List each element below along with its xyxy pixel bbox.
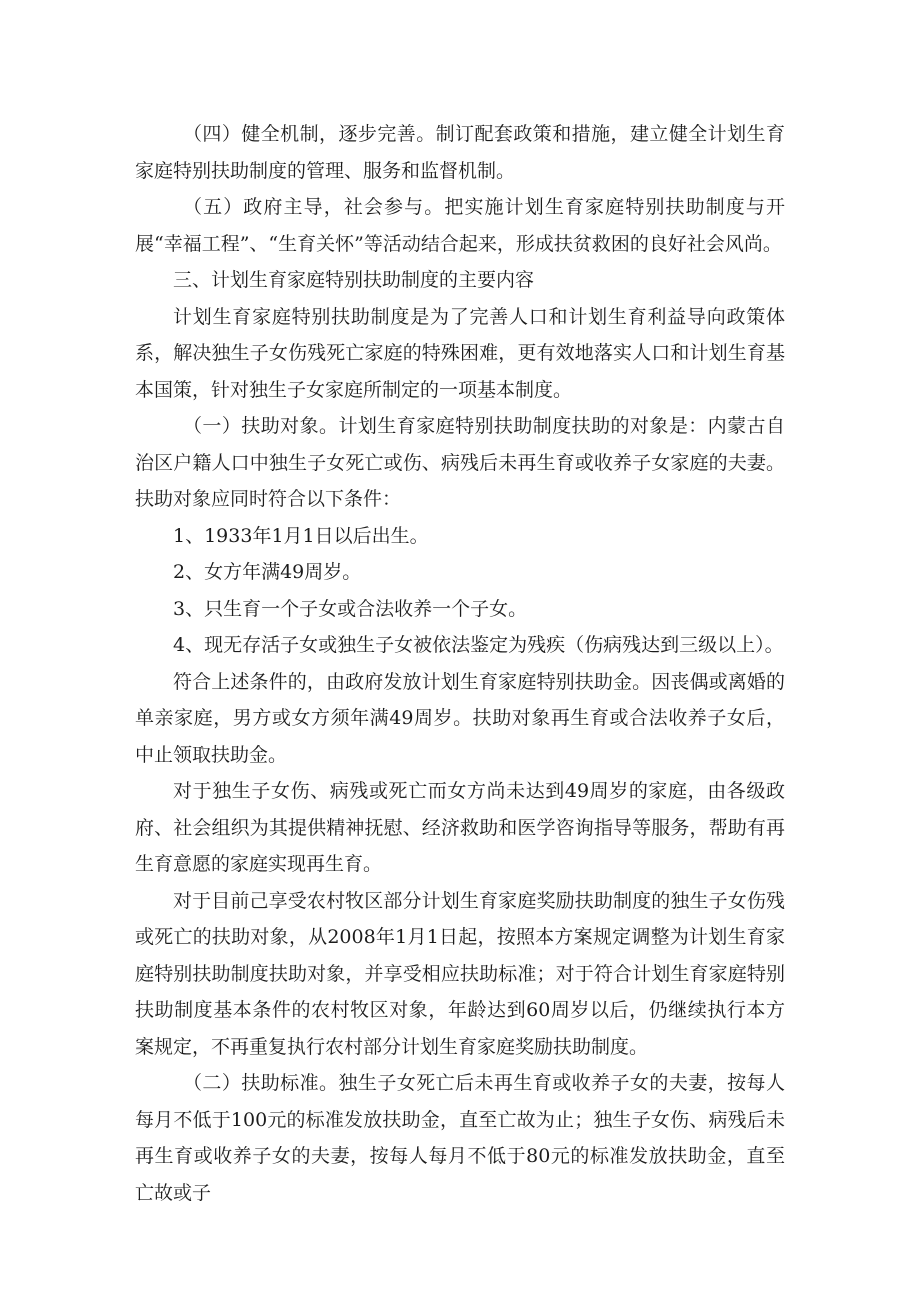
list-item-condition-4: 4、现无存活子女或独生子女被依法鉴定为残疾（伤病残达到三级以上）。 [173, 634, 784, 656]
paragraph-rural-adjustment: 对于目前己享受农村牧区部分计划生育家庭奖励扶助制度的独生子女伤残或死亡的扶助对象，从2008年1月1日起，按照本方案规定调整为计划生育家庭特别扶助制度扶助对象，并享受相应扶助标准；对于符合计划生育家庭特别扶助制度基本条件的农村牧区对象，年龄达到60周岁以后，仍继续执行本方案规定，不再重复执行农村部分计划生育家庭奖励扶助制度。 [135, 889, 785, 1058]
section-heading-main-content: 三、计划生育家庭特别扶助制度的主要内容 [173, 269, 535, 291]
list-item-condition-3: 3、只生育一个子女或合法收养一个子女。 [173, 597, 528, 620]
paragraph-allowance-eligibility: 符合上述条件的，由政府发放计划生育家庭特别扶助金。因丧偶或离婚的单亲家庭，男方或女方须年满49周岁。扶助对象再生育或合法收养子女后，中止领取扶助金。 [135, 670, 785, 766]
list-item-condition-2: 2、女方年满49周岁。 [173, 561, 362, 583]
paragraph-policy-four: （四）健全机制，逐步完善。制订配套政策和措施，建立健全计划生育家庭特别扶助制度的管理、服务和监督机制。 [135, 123, 785, 182]
paragraph-system-purpose: 计划生育家庭特别扶助制度是为了完善人口和计划生育利益导向政策体系，解决独生子女伤残死亡家庭的特殊困难，更有效地落实人口和计划生育基本国策，针对独生子女家庭所制定的一项基本制度。 [135, 305, 785, 401]
list-item-condition-1: 1、1933年1月1日以后出生。 [173, 524, 429, 547]
paragraph-support-targets: （一）扶助对象。计划生育家庭特别扶助制度扶助的对象是：内蒙古自治区户籍人口中独生子女死亡或伤、病残后未再生育或收养子女家庭的夫妻。扶助对象应同时符合以下条件： [135, 415, 785, 510]
document-body [135, 116, 785, 1211]
paragraph-policy-five: （五）政府主导，社会参与。把实施计划生育家庭特别扶助制度与开展“幸福工程”、“生育关怀”等活动结合起来，形成扶贫救困的良好社会风尚。 [135, 196, 785, 255]
paragraph-under-49-services: 对于独生子女伤、病残或死亡而女方尚未达到49周岁的家庭，由各级政府、社会组织为其提供精神抚慰、经济救助和医学咨询指导等服务，帮助有再生育意愿的家庭实现再生育。 [135, 780, 785, 875]
paragraph-support-standard: （二）扶助标准。独生子女死亡后未再生育或收养子女的夫妻，按每人每月不低于100元的标准发放扶助金，直至亡故为止；独生子女伤、病残后未再生育或收养子女的夫妻，按每人每月不低于80元的标准发放扶助金，直至亡故或子 [135, 1072, 785, 1204]
